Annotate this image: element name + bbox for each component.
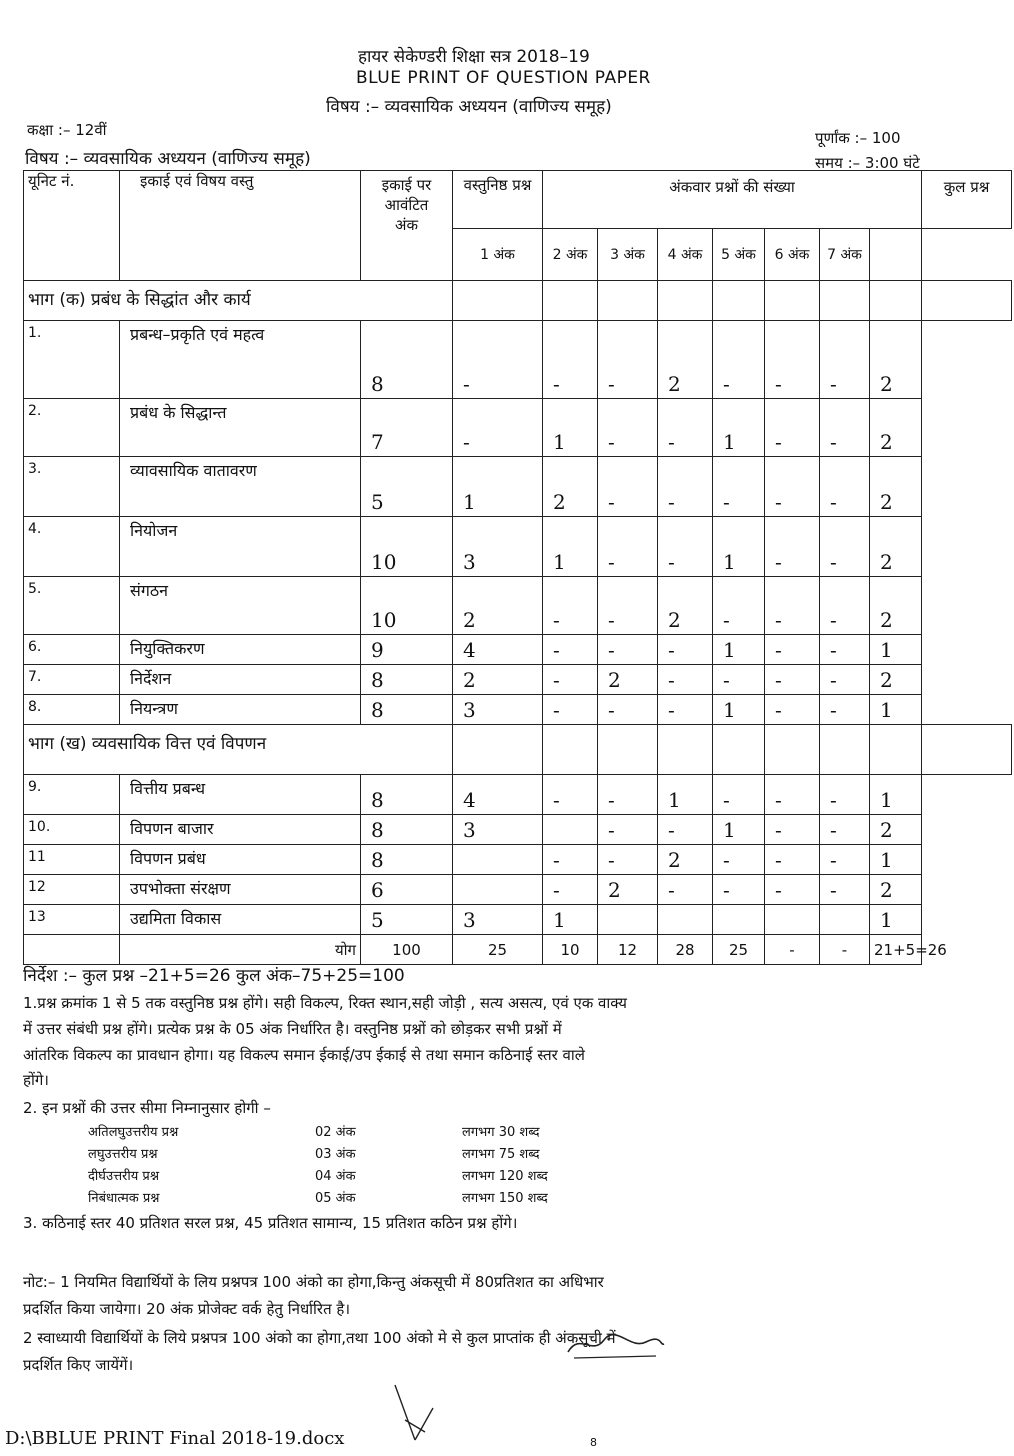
cell-total: 2 — [870, 321, 922, 399]
unit-number: 9. — [24, 775, 120, 815]
total-m4: 28 — [658, 935, 713, 965]
cell-m3: - — [598, 457, 658, 517]
note-p1-line4: होंगे। — [23, 1071, 49, 1089]
unit-number: 11 — [24, 845, 120, 875]
unit-topic: व्यावसायिक वातावरण — [120, 457, 361, 517]
cell-m4: - — [658, 695, 713, 725]
table-row — [24, 815, 1012, 845]
header-objective: वस्तुनिष्ठ प्रश्न — [453, 171, 543, 229]
header-line-2: BLUE PRINT OF QUESTION PAPER — [356, 68, 651, 88]
cell-m4: - — [658, 399, 713, 457]
cell-m2: - — [543, 875, 598, 905]
cell-m3: 2 — [598, 665, 658, 695]
full-marks-label: पूर्णांक :– 100 — [815, 129, 901, 147]
limit-marks: 03 अंक — [315, 1147, 356, 1162]
table-row — [24, 517, 1012, 577]
cell-m5: - — [713, 457, 765, 517]
cell-m5: - — [713, 665, 765, 695]
table-row — [24, 399, 1012, 457]
cell-m7: - — [820, 321, 870, 399]
limit-marks: 04 अंक — [315, 1169, 356, 1184]
cell-m3: - — [598, 577, 658, 635]
cell-m5: - — [713, 845, 765, 875]
cell-m2: - — [543, 321, 598, 399]
cell-m1 — [453, 845, 543, 875]
cell-m7: - — [820, 577, 870, 635]
cell-m2: - — [543, 635, 598, 665]
table-row — [24, 905, 1012, 935]
limit-type: अतिलघुउत्तरीय प्रश्न — [88, 1125, 179, 1140]
cell-m1 — [453, 875, 543, 905]
cell-m7: - — [820, 399, 870, 457]
table-row — [24, 577, 1012, 635]
cell-m3: - — [598, 321, 658, 399]
unit-topic: विपणन बाजार — [120, 815, 361, 845]
unit-topic: नियुक्तिकरण — [120, 635, 361, 665]
total-m2: 10 — [543, 935, 598, 965]
cell-total: 2 — [870, 517, 922, 577]
cell-m5: 1 — [713, 695, 765, 725]
cell-m6: - — [765, 457, 820, 517]
cell-m2: 1 — [543, 905, 598, 935]
unit-number: 1. — [24, 321, 120, 399]
unit-topic: प्रबंध के सिद्धान्त — [120, 399, 361, 457]
cell-total: 2 — [870, 665, 922, 695]
unit-number: 6. — [24, 635, 120, 665]
limit-words: लगभग 30 शब्द — [462, 1125, 540, 1140]
cell-m2 — [543, 815, 598, 845]
section-heading: भाग (ख) व्यवसायिक वित्त एवं विपणन — [24, 725, 453, 775]
cell-m3: - — [598, 635, 658, 665]
cell-m6 — [765, 905, 820, 935]
cell-m4: - — [658, 635, 713, 665]
cell-m2: - — [543, 845, 598, 875]
cell-m5: 1 — [713, 399, 765, 457]
note-p1-line3: आंतरिक विकल्प का प्रावधान होगा। यह विकल्प समान ईकाई/उप ईकाई से तथा समान कठिनाई स्तर वाले — [23, 1046, 585, 1064]
limit-words: लगभग 150 शब्द — [462, 1191, 548, 1206]
limit-marks: 02 अंक — [315, 1125, 356, 1140]
cell-m2: - — [543, 695, 598, 725]
cell-m2: 2 — [543, 457, 598, 517]
cell-m5: 1 — [713, 517, 765, 577]
cell-m4: 1 — [658, 775, 713, 815]
total-m3: 12 — [598, 935, 658, 965]
cell-m3: - — [598, 845, 658, 875]
cell-m5: - — [713, 577, 765, 635]
unit-topic: उद्यमिता विकास — [120, 905, 361, 935]
cell-m4: - — [658, 815, 713, 845]
cell-m6: - — [765, 635, 820, 665]
cell-m6: - — [765, 321, 820, 399]
cell-total: 1 — [870, 905, 922, 935]
cell-m1: 4 — [453, 775, 543, 815]
cell-m1: 2 — [453, 665, 543, 695]
cell-m4: - — [658, 665, 713, 695]
unit-topic: संगठन — [120, 577, 361, 635]
cell-m5: 1 — [713, 635, 765, 665]
unit-number: 2. — [24, 399, 120, 457]
note-p1-line1: 1.प्रश्न क्रमांक 1 से 5 तक वस्तुनिष्ठ प्रश्न होंगे। सही विकल्प, रिक्त स्थान,सही जोड़ी , सत्य असत्य, एवं एक वाक्य — [23, 994, 627, 1012]
unit-topic: निर्देशन — [120, 665, 361, 695]
cell-m7 — [820, 905, 870, 935]
cell-alloc: 8 — [361, 845, 453, 875]
table-row — [24, 635, 1012, 665]
cell-m3: - — [598, 517, 658, 577]
limit-type: दीर्घउत्तरीय प्रश्न — [88, 1169, 160, 1184]
cell-m5 — [713, 905, 765, 935]
limit-words: लगभग 120 शब्द — [462, 1169, 548, 1184]
header-mark-4: 4 अंक — [658, 229, 713, 281]
cell-m5: - — [713, 321, 765, 399]
cell-alloc: 5 — [361, 905, 453, 935]
cell-m5: - — [713, 875, 765, 905]
cell-m4: - — [658, 457, 713, 517]
cell-alloc: 8 — [361, 695, 453, 725]
unit-number: 12 — [24, 875, 120, 905]
cell-m4: 2 — [658, 577, 713, 635]
cell-m7: - — [820, 775, 870, 815]
cell-total: 1 — [870, 845, 922, 875]
header-mark-3: 3 अंक — [598, 229, 658, 281]
cell-m4: - — [658, 517, 713, 577]
cell-m7: - — [820, 815, 870, 845]
header-mark-2: 2 अंक — [543, 229, 598, 281]
header-mark-1: 1 अंक — [453, 229, 543, 281]
note-2-line1: 2 स्वाध्यायी विद्यार्थियों के लिये प्रश्नपत्र 100 अंको का होगा,तथा 100 अंको मे से कुल प्राप्तांक ही अंकसूची में — [23, 1329, 616, 1347]
unit-number: 4. — [24, 517, 120, 577]
cell-m3: - — [598, 815, 658, 845]
unit-number: 13 — [24, 905, 120, 935]
cell-m6: - — [765, 577, 820, 635]
header-unit: यूनिट नं. — [24, 171, 120, 281]
cell-m3: 2 — [598, 875, 658, 905]
cell-m6: - — [765, 845, 820, 875]
cell-alloc: 9 — [361, 635, 453, 665]
cell-m1: 3 — [453, 905, 543, 935]
note-1-line2: प्रदर्शित किया जायेगा। 20 अंक प्रोजेक्ट वर्क हेतु निर्धारित है। — [23, 1300, 351, 1318]
cell-m4: - — [658, 875, 713, 905]
pen-mark-icon — [385, 1380, 445, 1450]
cell-m3: - — [598, 695, 658, 725]
table-row — [24, 875, 1012, 905]
total-m1: 25 — [453, 935, 543, 965]
signature-icon — [560, 1322, 670, 1362]
cell-m4: 2 — [658, 321, 713, 399]
cell-m6: - — [765, 695, 820, 725]
cell-m3: - — [598, 399, 658, 457]
note-p2: 2. इन प्रश्नों की उत्तर सीमा निम्नानुसार होगी – — [23, 1099, 271, 1117]
total-m5: 25 — [713, 935, 765, 965]
total-label: योग — [120, 935, 361, 965]
subject-label: विषय :– व्यवसायिक अध्ययन (वाणिज्य समूह) — [25, 149, 311, 169]
unit-number: 8. — [24, 695, 120, 725]
cell-m5: 1 — [713, 815, 765, 845]
unit-number: 10. — [24, 815, 120, 845]
header-line-1: हायर सेकेण्डरी शिक्षा सत्र 2018–19 — [358, 47, 590, 67]
cell-m7: - — [820, 517, 870, 577]
cell-m1: 1 — [453, 457, 543, 517]
cell-alloc: 8 — [361, 665, 453, 695]
unit-number: 3. — [24, 457, 120, 517]
unit-topic: नियोजन — [120, 517, 361, 577]
cell-alloc: 10 — [361, 517, 453, 577]
limit-words: लगभग 75 शब्द — [462, 1147, 540, 1162]
header-mark-6: 6 अंक — [765, 229, 820, 281]
section-heading: भाग (क) प्रबंध के सिद्धांत और कार्य — [24, 281, 453, 321]
cell-m6: - — [765, 399, 820, 457]
cell-m6: - — [765, 665, 820, 695]
total-row — [24, 935, 1012, 965]
note-p1-line2: में उत्तर संबंधी प्रश्न होंगे। प्रत्येक प्रश्न के 05 अंक निर्धारित है। वस्तुनिष्ठ प्रश्नों को छोड़कर सभी प्रश्नों में — [23, 1020, 562, 1038]
cell-total: 2 — [870, 815, 922, 845]
blueprint-table — [23, 170, 1012, 965]
cell-m6: - — [765, 517, 820, 577]
note-1-line1: नोट:– 1 नियमित विद्यार्थियों के लिय प्रश्नपत्र 100 अंको का होगा,किन्तु अंकसूची में 80प्रतिशत का अधिभार — [23, 1273, 604, 1291]
cell-m6: - — [765, 815, 820, 845]
limit-type: लघुउत्तरीय प्रश्न — [88, 1147, 158, 1162]
cell-m1: - — [453, 321, 543, 399]
note-2-line2: प्रदर्शित किए जायेंगें। — [23, 1356, 134, 1374]
table-row — [24, 457, 1012, 517]
cell-total: 2 — [870, 577, 922, 635]
cell-m6: - — [765, 775, 820, 815]
footer-page-number: 8 — [590, 1436, 597, 1449]
header-topic: इकाई एवं विषय वस्तु — [120, 171, 361, 281]
cell-m7: - — [820, 665, 870, 695]
total-m7: - — [820, 935, 870, 965]
table-row — [24, 775, 1012, 815]
cell-m2: 1 — [543, 399, 598, 457]
cell-m2: - — [543, 577, 598, 635]
cell-m4 — [658, 905, 713, 935]
footer-filename: D:\BBLUE PRINT Final 2018-19.docx — [5, 1428, 345, 1449]
cell-m4: 2 — [658, 845, 713, 875]
table-row — [24, 845, 1012, 875]
cell-alloc: 8 — [361, 815, 453, 845]
cell-m5: - — [713, 775, 765, 815]
cell-m2: 1 — [543, 517, 598, 577]
total-alloc: 100 — [361, 935, 453, 965]
cell-m1: - — [453, 399, 543, 457]
header-mark-7: 7 अंक — [820, 229, 870, 281]
cell-m1: 3 — [453, 695, 543, 725]
cell-alloc: 10 — [361, 577, 453, 635]
cell-m7: - — [820, 695, 870, 725]
total-questions: 21+5=26 — [870, 935, 922, 965]
cell-m3: - — [598, 775, 658, 815]
cell-total: 2 — [870, 457, 922, 517]
cell-total: 1 — [870, 635, 922, 665]
table-row — [24, 665, 1012, 695]
cell-alloc: 8 — [361, 775, 453, 815]
header-markwise: अंकवार प्रश्नों की संख्या — [543, 171, 922, 229]
table-row — [24, 695, 1012, 725]
header-line-3: विषय :– व्यवसायिक अध्ययन (वाणिज्य समूह) — [326, 97, 612, 117]
cell-m7: - — [820, 845, 870, 875]
header-total: कुल प्रश्न — [922, 171, 1012, 229]
cell-m2: - — [543, 775, 598, 815]
cell-alloc: 6 — [361, 875, 453, 905]
cell-m2: - — [543, 665, 598, 695]
directive: निर्देश :– कुल प्रश्न –21+5=26 कुल अंक–75+25=100 — [23, 966, 405, 986]
cell-m6: - — [765, 875, 820, 905]
cell-m3 — [598, 905, 658, 935]
limit-type: निबंधात्मक प्रश्न — [88, 1191, 160, 1206]
cell-m7: - — [820, 635, 870, 665]
unit-topic: वित्तीय प्रबन्ध — [120, 775, 361, 815]
header-allocated-marks: इकाई पर आवंटित अंक — [361, 171, 453, 281]
cell-m1: 4 — [453, 635, 543, 665]
header-mark-5: 5 अंक — [713, 229, 765, 281]
cell-total: 2 — [870, 399, 922, 457]
limit-marks: 05 अंक — [315, 1191, 356, 1206]
cell-alloc: 7 — [361, 399, 453, 457]
cell-alloc: 8 — [361, 321, 453, 399]
cell-alloc: 5 — [361, 457, 453, 517]
cell-total: 2 — [870, 875, 922, 905]
class-label: कक्षा :– 12वीं — [27, 121, 107, 139]
unit-topic: प्रबन्ध–प्रकृति एवं महत्व — [120, 321, 361, 399]
total-m6: - — [765, 935, 820, 965]
cell-total: 1 — [870, 775, 922, 815]
unit-topic: नियन्त्रण — [120, 695, 361, 725]
table-row — [24, 321, 1012, 399]
cell-m1: 3 — [453, 815, 543, 845]
unit-number: 5. — [24, 577, 120, 635]
unit-number: 7. — [24, 665, 120, 695]
unit-topic: विपणन प्रबंध — [120, 845, 361, 875]
unit-topic: उपभोक्ता संरक्षण — [120, 875, 361, 905]
time-label: समय :– 3:00 घंटे — [815, 154, 920, 172]
cell-m7: - — [820, 875, 870, 905]
note-p3: 3. कठिनाई स्तर 40 प्रतिशत सरल प्रश्न, 45 प्रतिशत सामान्य, 15 प्रतिशत कठिन प्रश्न होंगे। — [23, 1214, 518, 1232]
cell-total: 1 — [870, 695, 922, 725]
cell-m1: 2 — [453, 577, 543, 635]
cell-m7: - — [820, 457, 870, 517]
cell-m1: 3 — [453, 517, 543, 577]
